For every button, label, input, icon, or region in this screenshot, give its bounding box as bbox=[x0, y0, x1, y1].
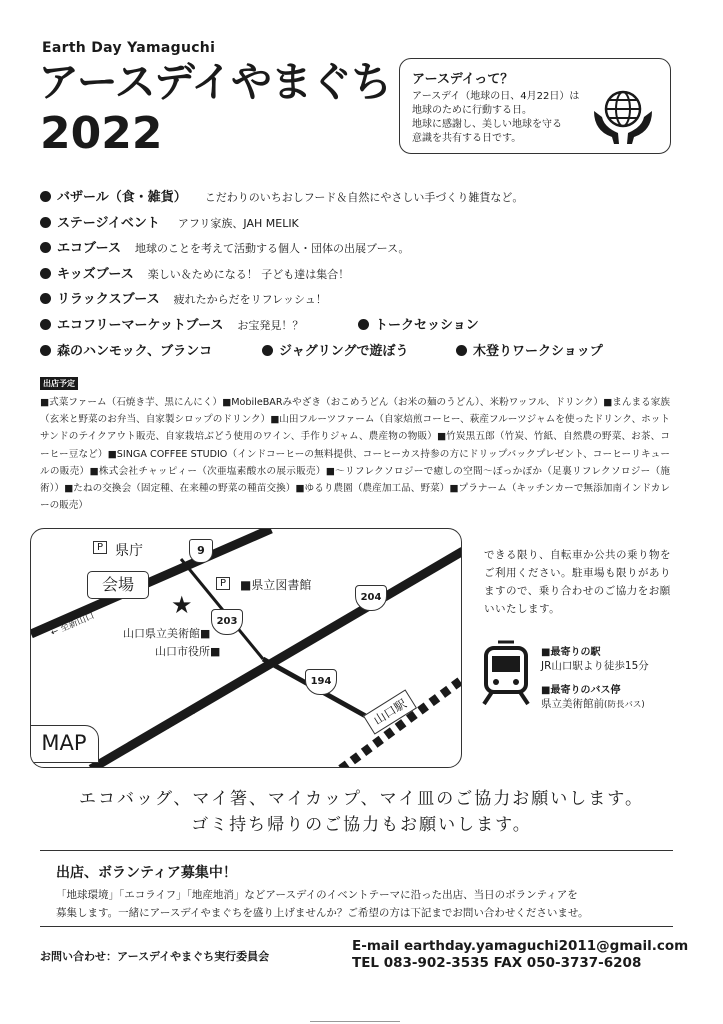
station-label: 山口駅 bbox=[363, 689, 417, 734]
bullet-icon bbox=[40, 268, 51, 279]
exhibitors-label: 出店予定 bbox=[40, 377, 78, 390]
event-name: バザール（食・雑貨） bbox=[57, 190, 187, 205]
event-hammock bbox=[40, 340, 212, 359]
globe-hands-icon bbox=[590, 87, 656, 145]
parking-icon: P bbox=[216, 577, 230, 590]
bullet-icon bbox=[262, 345, 273, 356]
recruit-title: 出店、ボランティア募集中！ bbox=[56, 865, 237, 881]
venue-label: 会場 bbox=[87, 571, 149, 599]
about-box bbox=[399, 58, 671, 154]
year-title: 2022 bbox=[40, 108, 163, 159]
english-title: Earth Day Yamaguchi bbox=[42, 40, 216, 56]
route-194-sign: 194 bbox=[305, 669, 337, 695]
bullet-icon bbox=[456, 345, 467, 356]
eco-message-line2: ゴミ持ち帰りのご協力もお願いします。 bbox=[191, 815, 532, 835]
museum-label: 山口県立美術館■ bbox=[123, 627, 211, 640]
contact-phone-fax: TEL 083-902-3535 FAX 050-3737-6208 bbox=[352, 955, 642, 971]
event-name: ジャグリングで遊ぼう bbox=[279, 344, 409, 359]
page-title: アースデイやまぐち bbox=[38, 58, 392, 106]
event-name: ステージイベント bbox=[57, 216, 160, 231]
event-name: 森のハンモック、ブランコ bbox=[57, 344, 213, 359]
about-title: アースデイって？ bbox=[412, 72, 514, 87]
direction-shinyamaguchi: ← 至新山口 bbox=[49, 611, 97, 639]
bus-company: (防長バス) bbox=[604, 700, 645, 710]
event-name: キッズブース bbox=[57, 267, 134, 282]
event-desc: 楽しい＆ためになる！ 子ども達は集合！ bbox=[147, 268, 350, 281]
divider bbox=[40, 850, 673, 851]
bullet-icon bbox=[40, 319, 51, 330]
event-eco-booth bbox=[40, 237, 409, 256]
route-203-sign: 203 bbox=[211, 609, 243, 635]
event-flea-market bbox=[40, 314, 303, 333]
event-name: エコブース bbox=[57, 241, 121, 256]
event-name: エコフリーマーケットブース bbox=[57, 318, 224, 333]
direction-yudaonsen: ← 至湯田温泉 bbox=[146, 704, 200, 741]
recruit-line: 募集します。一緒にアースデイやまぐちを盛り上げませんか？ご希望の方は下記までお問い合わせくださいませ。 bbox=[56, 907, 589, 919]
event-name: リラックスブース bbox=[57, 292, 160, 307]
event-talk bbox=[358, 314, 479, 333]
crop-mark bbox=[310, 1021, 400, 1022]
about-line: 意識を共有する日です。 bbox=[412, 133, 522, 144]
event-name: トークセッション bbox=[375, 318, 479, 333]
bus-info-value bbox=[541, 696, 645, 711]
bus-info-label: ■最寄りのバス停 bbox=[541, 685, 621, 696]
bullet-icon bbox=[40, 293, 51, 304]
divider bbox=[40, 926, 673, 927]
event-desc: 疲れたからだをリフレッシュ！ bbox=[173, 293, 327, 306]
access-note: できる限り、自転車か公共の乗り物をご利用ください。駐車場も限りがありますので、乗り合わせのご協力をお願いいたします。 bbox=[484, 549, 671, 615]
bullet-icon bbox=[40, 242, 51, 253]
about-line: 地球のために行動する日。 bbox=[412, 105, 532, 116]
route-9-sign: 9 bbox=[189, 539, 213, 563]
about-line: 地球に感謝し、美しい地球を守る bbox=[412, 119, 562, 130]
map-label: MAP bbox=[30, 725, 99, 763]
train-icon bbox=[480, 640, 532, 706]
contact-organization: お問い合わせ：アースデイやまぐち実行委員会 bbox=[40, 950, 270, 963]
exhibitors-text: ■式菜ファーム（石焼き芋、黒にんにく）■MobileBARみやざき（おこめうどん（お米の麺のうどん）、米粉ワッフル、ドリンク）■まんまる家族（玄米と野菜のお弁当、自家製シロップのドリンク）■山田フルーツファーム（自家焙煎コーヒー、萩産フルーツジャムを使ったドリンク、ホットサンドのテイクアウト販売、自家栽培ぶどう使用のワイン、手作りジャム、農産物の物販）■竹炭黒五郎（竹炭、竹紙、自然農の野菜、お茶、コーヒー豆など）■SINGA COFFEE STUDIO（インドコーヒーの無料提供、コーヒーカス持参の方にドリップバックプレゼント、コーヒーリキュールの販売）■株式会社チャッピィー（次亜塩素酸水の展示販売）■～リフレクソロジーで癒しの空間～ぽっかぽか（足裏リフレクソロジー（施術））■たねの交換会（固定種、在来種の野菜の種苗交換）■ゆるり農園（農産加工品、野菜）■プラナーム（キッチンカーで無添加南インドカレーの販売） bbox=[40, 397, 670, 512]
contact-email: E-mail earthday.yamaguchi2011@gmail.com bbox=[352, 938, 689, 954]
parking-icon: P bbox=[93, 541, 107, 554]
recruit-line: 「地球環境」「エコライフ」「地産地消」などアースデイのイベントテーマに沿った出店、当日のボランティアを bbox=[56, 889, 578, 901]
event-desc: お宝発見！？ bbox=[237, 319, 304, 332]
event-stage bbox=[40, 212, 299, 231]
event-relax bbox=[40, 288, 327, 307]
bullet-icon bbox=[40, 191, 51, 202]
direction-label: 至新山口 bbox=[59, 611, 97, 635]
direction-label: 至湯田温泉 bbox=[155, 704, 200, 736]
library-label: ■県立図書館 bbox=[240, 578, 312, 592]
venue-star-icon: ★ bbox=[171, 591, 193, 619]
city-hall-label: 山口市役所■ bbox=[155, 645, 221, 658]
event-tree-climbing bbox=[456, 340, 603, 359]
event-desc: アフリ家族、JAH MELIK bbox=[177, 217, 299, 230]
route-204-sign: 204 bbox=[355, 585, 387, 611]
map bbox=[30, 528, 462, 768]
station-info-label: ■最寄りの駅 bbox=[541, 647, 601, 658]
event-name: 木登りワークショップ bbox=[473, 344, 603, 359]
eco-message-line1: エコバッグ、マイ箸、マイカップ、マイ皿のご協力お願いします。 bbox=[79, 789, 644, 809]
bullet-icon bbox=[358, 319, 369, 330]
bus-stop-name: 県立美術館前 bbox=[541, 698, 604, 710]
station-info-value: JR山口駅より徒歩15分 bbox=[541, 660, 649, 672]
event-juggling bbox=[262, 340, 408, 359]
event-kids bbox=[40, 263, 349, 282]
event-desc: 地球のことを考えて活動する個人・団体の出展ブース。 bbox=[134, 242, 410, 255]
bullet-icon bbox=[40, 345, 51, 356]
bullet-icon bbox=[40, 217, 51, 228]
about-line: アースデイ（地球の日、4月22日）は bbox=[412, 91, 580, 102]
kencho-label: 県庁 bbox=[113, 540, 145, 560]
event-bazaar bbox=[40, 186, 523, 205]
event-desc: こだわりのいちおしフード＆自然にやさしい手づくり雑貨など。 bbox=[204, 191, 524, 204]
